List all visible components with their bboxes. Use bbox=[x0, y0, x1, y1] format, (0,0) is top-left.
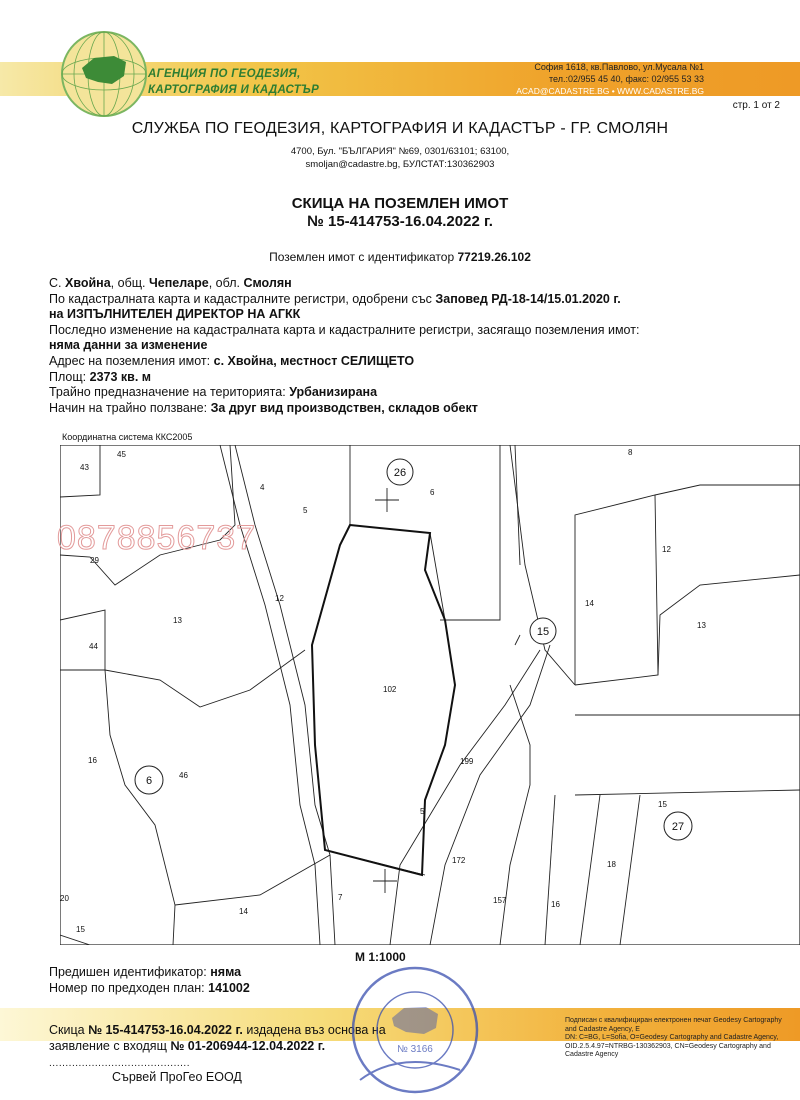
address-label: Адрес на поземления имот: bbox=[49, 353, 211, 368]
svg-text:4: 4 bbox=[260, 483, 265, 492]
office-contacts: smoljan@cadastre.bg, БУЛСТАТ:130362903 bbox=[305, 159, 495, 170]
use-value: За друг вид производствен, складов обект bbox=[210, 400, 478, 415]
official-stamp-icon bbox=[340, 960, 490, 1100]
approval-text: По кадастралната карта и кадастралните регистри, одобрени със bbox=[49, 291, 432, 306]
previous-id-label: Предишен идентификатор: bbox=[49, 965, 207, 979]
document-number: № 15-414753-16.04.2022 г. bbox=[307, 213, 493, 230]
area-line bbox=[49, 370, 789, 386]
issued-middle: издадена въз основа на bbox=[246, 1023, 386, 1037]
office-address: 4700, Бул. "БЪЛГАРИЯ" №69, 0301/63101; 63100, bbox=[290, 146, 510, 157]
use-line bbox=[49, 401, 789, 417]
area-label: Площ: bbox=[49, 369, 87, 384]
area-value: 2373 кв. м bbox=[89, 369, 152, 384]
svg-text:29: 29 bbox=[90, 556, 99, 565]
esign-line4: OID.2.5.4.97=NTRBG-130362903, CN=Geodesy Cartography and bbox=[565, 1042, 771, 1050]
municipality: Чепеларе bbox=[148, 276, 209, 290]
svg-text:16: 16 bbox=[88, 756, 97, 765]
previous-info bbox=[49, 964, 250, 996]
property-details bbox=[49, 276, 789, 416]
svg-text:14: 14 bbox=[239, 907, 248, 916]
region-prefix: , обл. bbox=[208, 276, 240, 290]
svg-text:20: 20 bbox=[60, 894, 69, 903]
svg-text:199: 199 bbox=[460, 757, 474, 766]
contact-email-web: ACAD@CADASTRE.BG • WWW.CADASTRE.BG bbox=[516, 86, 704, 96]
previous-plan-line bbox=[49, 980, 250, 996]
previous-plan-value: 141002 bbox=[208, 981, 250, 995]
agency-contact bbox=[516, 61, 704, 97]
municipality-prefix: , общ. bbox=[110, 276, 146, 290]
approval-by-text: на ИЗПЪЛНИТЕЛЕН ДИРЕКТОР НА АГКК bbox=[49, 307, 301, 322]
address-value: с. Хвойна, местност СЕЛИЩЕТО bbox=[213, 353, 415, 368]
electronic-signature bbox=[565, 1017, 785, 1060]
agency-logo-icon bbox=[58, 28, 150, 120]
last-change-label: Последно изменение на кадастралната карта и кадастралните регистри, засягащо поземления имот: bbox=[49, 322, 640, 337]
svg-text:13: 13 bbox=[173, 616, 182, 625]
svg-text:44: 44 bbox=[89, 642, 98, 651]
document-title bbox=[0, 195, 800, 231]
svg-text:15: 15 bbox=[76, 925, 85, 934]
issued-number: № 15-414753-16.04.2022 г. bbox=[88, 1023, 243, 1037]
approval-order: Заповед РД-18-14/15.01.2020 г. bbox=[435, 291, 621, 306]
svg-text:16: 16 bbox=[551, 900, 560, 909]
office-name: СЛУЖБА ПО ГЕОДЕЗИЯ, КАРТОГРАФИЯ И КАДАСТЪР - ГР. СМОЛЯН bbox=[131, 120, 669, 137]
identifier-label: Поземлен имот с идентификатор bbox=[269, 250, 455, 264]
agency-name-line2: КАРТОГРАФИЯ И КАДАСТЪР bbox=[148, 84, 320, 96]
svg-text:102: 102 bbox=[383, 685, 397, 694]
issued-prefix: Скица bbox=[49, 1023, 85, 1037]
request-prefix: заявление с входящ bbox=[49, 1039, 167, 1053]
svg-text:14: 14 bbox=[585, 599, 594, 608]
circle-label-26: 26 bbox=[393, 467, 407, 479]
address-line bbox=[49, 354, 789, 370]
svg-text:5: 5 bbox=[303, 506, 308, 515]
circle-label-6: 6 bbox=[145, 775, 153, 787]
office-block bbox=[0, 120, 800, 171]
approval-by bbox=[49, 307, 789, 323]
svg-text:172: 172 bbox=[452, 856, 466, 865]
last-change-value bbox=[49, 338, 789, 354]
agency-name bbox=[148, 66, 319, 98]
svg-text:7: 7 bbox=[338, 893, 343, 902]
identifier-value: 77219.26.102 bbox=[457, 250, 531, 264]
last-change-text: няма данни за изменение bbox=[49, 338, 208, 353]
circle-label-15: 15 bbox=[536, 626, 550, 638]
identifier-line bbox=[0, 250, 800, 264]
purpose-line bbox=[49, 385, 789, 401]
region: Смолян bbox=[243, 276, 292, 290]
svg-text:45: 45 bbox=[117, 450, 126, 459]
svg-text:46: 46 bbox=[179, 771, 188, 780]
purpose-value: Урбанизирана bbox=[289, 385, 378, 400]
svg-text:6: 6 bbox=[430, 488, 435, 497]
previous-id-line bbox=[49, 964, 250, 980]
esign-line2: and Cadastre Agency, E bbox=[565, 1025, 640, 1033]
phone-watermark: 0878856737 bbox=[57, 519, 257, 557]
issued-line1 bbox=[49, 1022, 386, 1038]
esign-line3: DN: C=BG, L=Sofia, O=Geodesy Cartography and Cadastre Agency, bbox=[565, 1034, 779, 1041]
svg-text:12: 12 bbox=[275, 594, 284, 603]
issued-statement bbox=[49, 1022, 386, 1054]
previous-plan-label: Номер по предходен план: bbox=[49, 981, 205, 995]
svg-text:43: 43 bbox=[80, 463, 89, 472]
svg-text:5: 5 bbox=[420, 807, 425, 816]
request-number: № 01-206944-12.04.2022 г. bbox=[170, 1039, 326, 1053]
svg-text:18: 18 bbox=[607, 860, 616, 869]
village-prefix: С. bbox=[49, 276, 62, 290]
village: Хвойна bbox=[64, 276, 111, 290]
purpose-label: Трайно предназначение на територията: bbox=[49, 385, 286, 400]
contact-phone: тел.:02/955 45 40, факс: 02/955 53 33 bbox=[548, 74, 704, 84]
svg-text:13: 13 bbox=[697, 621, 706, 630]
approval-line bbox=[49, 292, 789, 308]
signature-line: ........................................... bbox=[49, 1058, 190, 1069]
map-scale: М 1:1000 bbox=[355, 950, 406, 964]
previous-id-value: няма bbox=[210, 965, 242, 979]
coordinate-system: Координатна система ККС2005 bbox=[62, 432, 193, 442]
stamp-number: № 3166 bbox=[397, 1044, 433, 1055]
use-label: Начин на трайно ползване: bbox=[49, 400, 208, 415]
contact-address: София 1618, кв.Павлово, ул.Мусала №1 bbox=[534, 62, 704, 72]
esign-line5: Cadastre Agency bbox=[565, 1051, 619, 1058]
surveyor-name: Сървей ПроГео ЕООД bbox=[112, 1070, 242, 1084]
document-title-text: СКИЦА НА ПОЗЕМЛЕН ИМОТ bbox=[291, 195, 509, 212]
esign-line1: Подписан с квалифициран електронен печат Geodesy Cartography bbox=[565, 1017, 782, 1024]
svg-text:8: 8 bbox=[628, 448, 633, 457]
circle-label-27: 27 bbox=[671, 821, 685, 833]
svg-text:15: 15 bbox=[658, 800, 667, 809]
issued-line2 bbox=[49, 1038, 386, 1054]
svg-text:12: 12 bbox=[662, 545, 671, 554]
location-line bbox=[49, 276, 789, 292]
svg-text:157: 157 bbox=[493, 896, 507, 905]
agency-name-line1: АГЕНЦИЯ ПО ГЕОДЕЗИЯ, bbox=[148, 68, 301, 80]
page-number: стр. 1 от 2 bbox=[732, 100, 780, 111]
